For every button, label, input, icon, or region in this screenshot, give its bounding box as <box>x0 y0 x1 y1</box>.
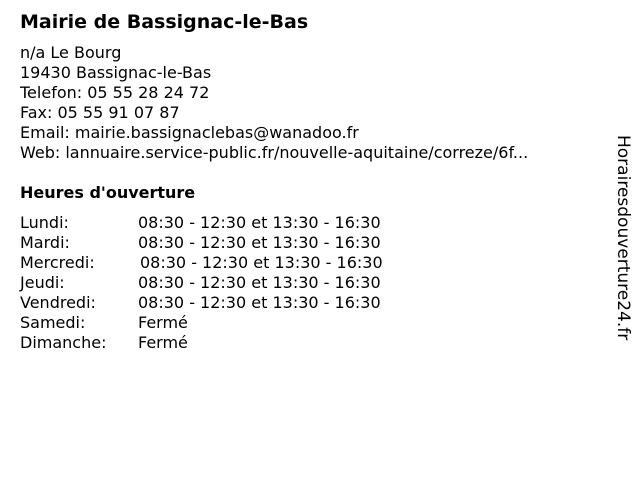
day-hours: 08:30 - 12:30 et 13:30 - 16:30 <box>138 293 381 312</box>
hours-table <box>20 213 440 353</box>
hours-row-thursday <box>20 273 440 293</box>
hours-row-wednesday <box>20 253 440 273</box>
hours-row-saturday <box>20 313 440 333</box>
email-line[interactable]: Email: mairie.bassignaclebas@wanadoo.fr <box>20 123 359 142</box>
day-label: Vendredi: <box>20 293 96 312</box>
hours-row-monday <box>20 213 440 233</box>
contact-block <box>20 43 528 163</box>
day-label: Mardi: <box>20 233 70 252</box>
hours-heading: Heures d'ouverture <box>20 183 196 202</box>
day-hours: 08:30 - 12:30 et 13:30 - 16:30 <box>140 253 383 272</box>
hours-row-sunday <box>20 333 440 353</box>
phone-line[interactable]: Telefon: 05 55 28 24 72 <box>20 83 210 102</box>
hours-row-friday <box>20 293 440 313</box>
business-title: Mairie de Bassignac-le-Bas <box>20 11 309 33</box>
day-hours: Fermé <box>138 313 188 332</box>
day-hours: Fermé <box>138 333 188 352</box>
web-line[interactable]: Web: lannuaire.service-public.fr/nouvelle-aquitaine/correze/6f... <box>20 143 529 162</box>
hours-row-tuesday <box>20 233 440 253</box>
address-city: 19430 Bassignac-le-Bas <box>20 63 212 82</box>
day-label: Lundi: <box>20 213 69 232</box>
day-hours: 08:30 - 12:30 et 13:30 - 16:30 <box>138 233 381 252</box>
day-hours: 08:30 - 12:30 et 13:30 - 16:30 <box>138 213 381 232</box>
address-street: n/a Le Bourg <box>20 43 122 62</box>
fax-line: Fax: 05 55 91 07 87 <box>20 103 180 122</box>
site-watermark: Horairesdouverture24.fr <box>613 135 633 341</box>
day-label: Dimanche: <box>20 333 107 352</box>
day-label: Samedi: <box>20 313 86 332</box>
day-hours: 08:30 - 12:30 et 13:30 - 16:30 <box>138 273 381 292</box>
day-label: Mercredi: <box>20 253 95 272</box>
day-label: Jeudi: <box>20 273 65 292</box>
